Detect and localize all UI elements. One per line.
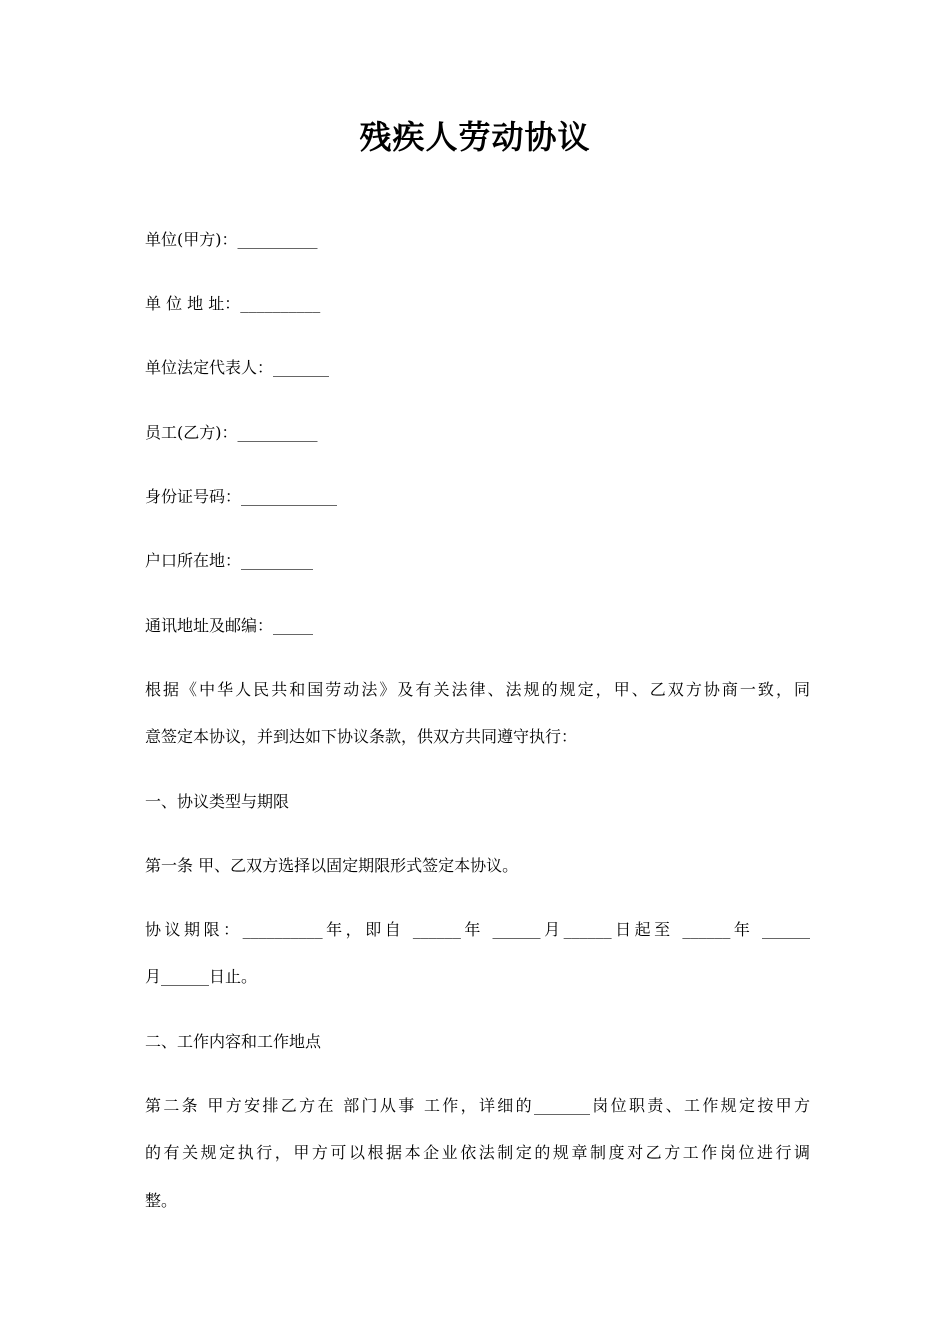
field-employer-address: 单 位 地 址：__________	[145, 294, 321, 313]
field-household: 户口所在地：_________	[145, 551, 314, 570]
preamble-line-2: 意签定本协议，并到达如下协议条款，供双方共同遵守执行：	[145, 727, 578, 746]
article1: 第一条 甲、乙双方选择以固定期限形式签定本协议。	[145, 856, 519, 875]
article2-line-2: 的有关规定执行，甲方可以根据本企业依法制定的规章制度对乙方工作岗位进行调	[145, 1143, 810, 1162]
article2-line-3: 整。	[145, 1191, 178, 1210]
section1-heading: 一、协议类型与期限	[145, 792, 290, 811]
term-line-1: 协议期限：__________年，即自 ______年 ______月______日起至 ______年 ______	[145, 920, 810, 939]
article2-line-1: 第二条 甲方安排乙方在 部门从事 工作，详细的_______岗位职责、工作规定按甲方	[145, 1096, 810, 1115]
section2-heading: 二、工作内容和工作地点	[145, 1032, 322, 1051]
field-employer: 单位(甲方)：__________	[145, 230, 318, 249]
term-line-2: 月______日止。	[145, 967, 258, 986]
field-legal-rep: 单位法定代表人：_______	[145, 358, 330, 377]
field-employee: 员工(乙方)：__________	[145, 423, 318, 442]
field-mail-address: 通讯地址及邮编：_____	[145, 616, 314, 635]
preamble-line-1: 根据《中华人民共和国劳动法》及有关法律、法规的规定，甲、乙双方协商一致，同	[145, 680, 810, 699]
field-id-number: 身份证号码：____________	[145, 487, 338, 506]
document-title: 残疾人劳动协议	[359, 118, 591, 156]
